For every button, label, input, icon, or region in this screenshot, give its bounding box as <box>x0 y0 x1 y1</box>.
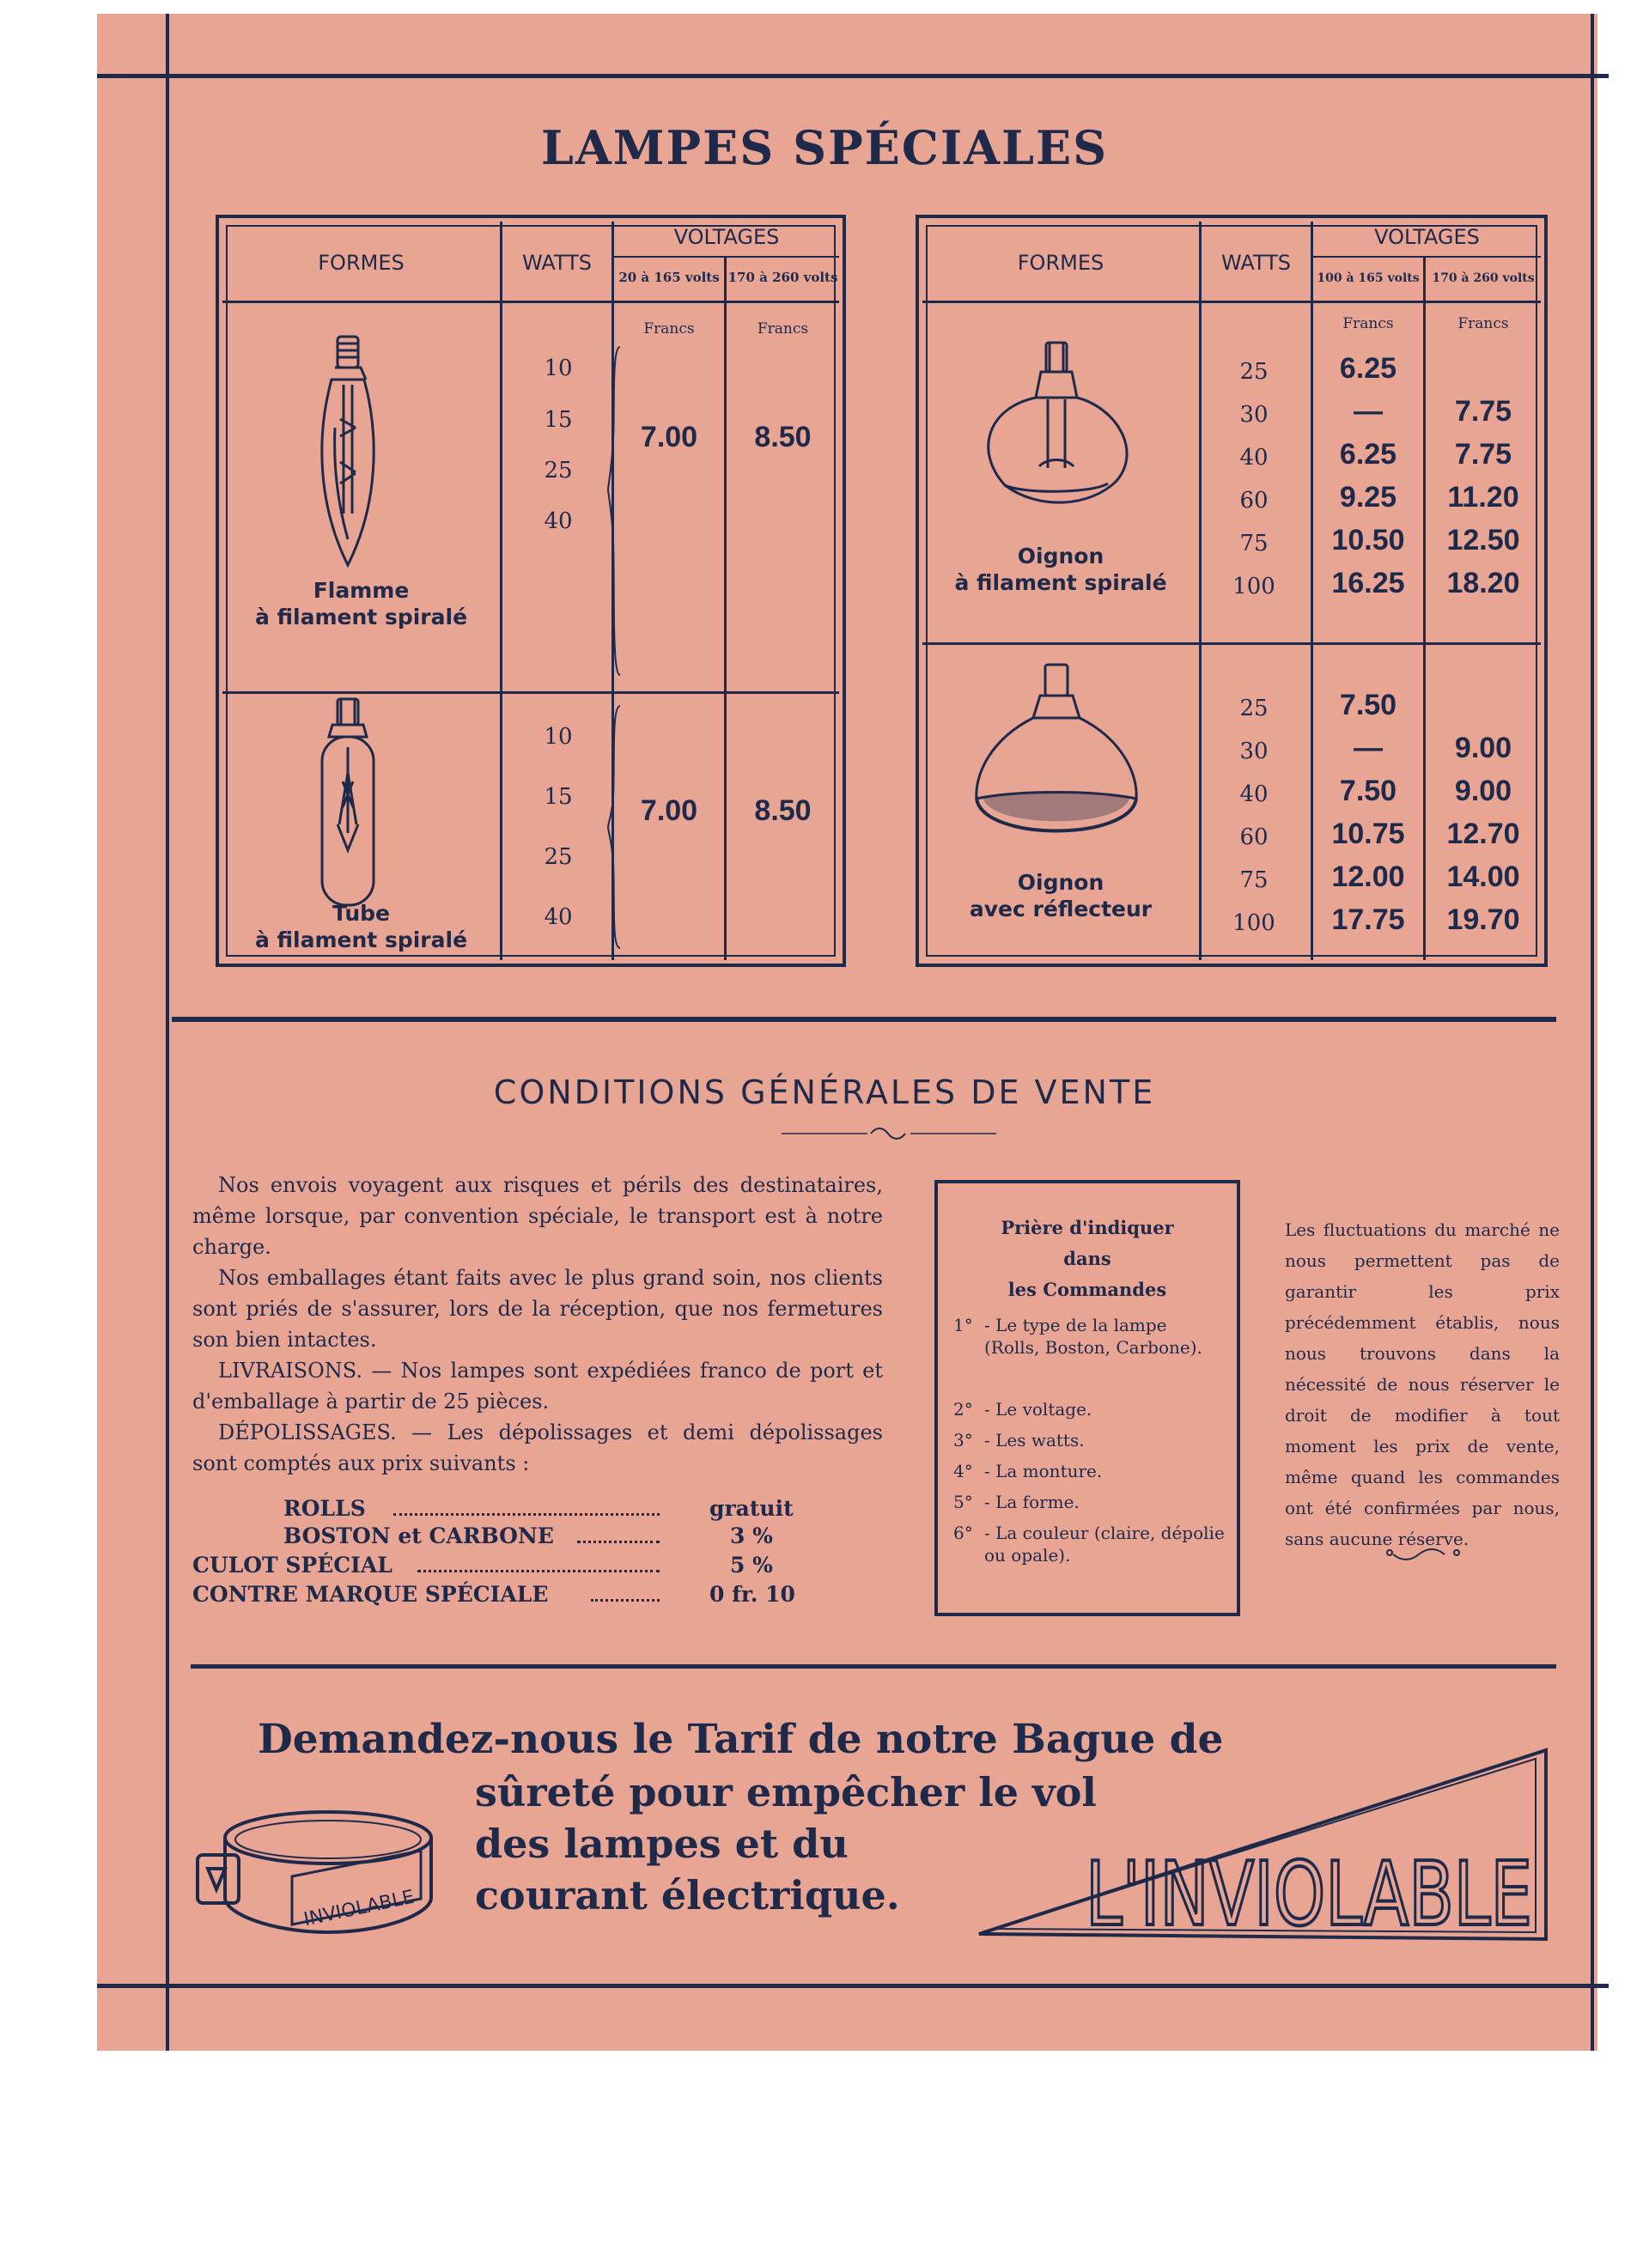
security-ring-icon <box>191 1795 440 1949</box>
price-v1: — <box>1354 732 1383 764</box>
header-francs-2: Francs <box>1457 315 1509 332</box>
frame-left <box>166 14 169 2051</box>
lamp-label-tube: Tube à filament spiralé <box>254 901 468 953</box>
brand-text: L'INVIOLABLE <box>1086 1844 1532 1947</box>
reflector-bulb-icon <box>966 661 1147 850</box>
order-item-number: 2° <box>953 1399 973 1420</box>
watt-value: 10 <box>544 724 573 750</box>
header-formes: FORMES <box>318 251 405 275</box>
torn-edge <box>1597 14 1649 2051</box>
fee-value: 0 fr. 10 <box>709 1582 795 1607</box>
conditions-paragraph: LIVRAISONS. — Nos lampes sont expédiées franco de port et d'emballage à partir de 25 pièces. <box>192 1359 883 1414</box>
price-v2: 8.50 <box>754 421 812 453</box>
frame-right <box>1591 14 1594 2051</box>
price-v1: 7.50 <box>1339 775 1397 807</box>
banner-line: sûreté pour empêcher le vol <box>475 1769 1097 1815</box>
price-v2: 9.00 <box>1454 732 1512 764</box>
watt-value: 40 <box>1239 781 1269 807</box>
price-v2: 8.50 <box>754 794 812 827</box>
order-item-number: 3° <box>953 1430 973 1450</box>
order-item-text: - La couleur (claire, dépolie ou opale). <box>984 1523 1225 1566</box>
watt-value: 60 <box>1239 488 1269 514</box>
watt-value: 40 <box>1239 445 1269 471</box>
header-voltages: VOLTAGES <box>673 225 780 249</box>
price-v1: 7.00 <box>640 794 698 827</box>
watt-value: 100 <box>1232 574 1275 599</box>
price-v2: 11.20 <box>1447 481 1519 514</box>
price-v1: 10.50 <box>1331 524 1405 556</box>
watt-value: 75 <box>1239 867 1269 893</box>
fee-label: CONTRE MARQUE SPÉCIALE <box>192 1582 549 1607</box>
order-item-number: 5° <box>953 1492 973 1512</box>
banner-line: courant électrique. <box>475 1872 900 1918</box>
fee-value: gratuit <box>709 1496 794 1521</box>
price-v1: 12.00 <box>1331 860 1405 893</box>
order-box-title: Prière d'indiquer dans les Commandes <box>1001 1217 1174 1300</box>
frame-bottom <box>97 1984 1609 1988</box>
fee-label: BOSTON et CARBONE <box>283 1523 554 1548</box>
price-v1: — <box>1354 395 1383 428</box>
banner-line: Demandez-nous le Tarif de notre Bague de <box>258 1716 1224 1763</box>
order-item-text: - Le type de la lampe (Rolls, Boston, Carbone). <box>984 1315 1202 1358</box>
watt-value: 40 <box>544 508 573 534</box>
lamp-label-oignon-reflecteur: Oignon avec réflecteur <box>969 870 1153 922</box>
order-item-number: 6° <box>953 1523 973 1543</box>
price-v2: 12.70 <box>1446 818 1520 850</box>
watt-value: 10 <box>544 356 573 381</box>
header-volt-range-1: 100 à 165 volts <box>1317 271 1420 285</box>
price-v1: 7.00 <box>640 421 698 453</box>
price-v2: 14.00 <box>1446 860 1520 893</box>
candle-bulb-icon <box>309 333 386 570</box>
header-volt-range-2: 170 à 260 volts <box>727 270 838 285</box>
ornament-icon <box>782 1127 996 1140</box>
watt-value: 15 <box>544 784 573 810</box>
header-watts: WATTS <box>1220 251 1292 275</box>
divider-1 <box>172 1017 1556 1022</box>
price-v1: 7.50 <box>1339 689 1397 721</box>
watt-value: 40 <box>544 904 573 930</box>
order-item-text: - Le voltage. <box>984 1399 1092 1420</box>
price-v2: 7.75 <box>1454 395 1512 428</box>
price-v1: 6.25 <box>1339 352 1397 385</box>
price-v1: 16.25 <box>1331 567 1405 599</box>
conditions-paragraph: Nos emballages étant faits avec le plus grand soin, nos clients sont priés de s'assurer, lors de la réception, que nos fermetures son bien intactes. <box>192 1266 883 1352</box>
header-francs-1: Francs <box>1342 315 1394 332</box>
frame-top <box>97 74 1609 78</box>
price-v2: 18.20 <box>1446 567 1520 599</box>
order-item-text: - Les watts. <box>984 1430 1085 1450</box>
watt-value: 30 <box>1239 402 1269 428</box>
ornament-icon <box>1384 1546 1462 1563</box>
price-v2: 19.70 <box>1446 903 1520 936</box>
fee-value: 3 % <box>730 1523 773 1548</box>
lamp-label-oignon-filament: Oignon à filament spiralé <box>954 544 1167 596</box>
brace-icon <box>606 344 624 678</box>
page-title: LAMPES SPÉCIALES <box>540 120 1109 175</box>
order-item-number: 1° <box>953 1315 973 1335</box>
watt-value: 100 <box>1232 910 1275 936</box>
lamp-label-flamme: Flamme à filament spiralé <box>254 578 468 630</box>
order-item-text: - La monture. <box>984 1461 1103 1481</box>
fee-label: CULOT SPÉCIAL <box>192 1553 392 1578</box>
order-item-text: - La forme. <box>984 1492 1080 1512</box>
conditions-paragraph: DÉPOLISSAGES. — Les dépolissages et demi dépolissages sont comptés aux prix suivants : <box>192 1420 883 1475</box>
inviolable-logo <box>974 1743 1558 1958</box>
fee-value: 5 % <box>730 1553 773 1578</box>
tube-bulb-icon <box>313 696 382 910</box>
watt-value: 25 <box>1239 696 1269 721</box>
fee-label: ROLLS <box>283 1496 366 1521</box>
price-v1: 17.75 <box>1331 903 1405 936</box>
price-v1: 10.75 <box>1331 818 1405 850</box>
divider-2 <box>191 1664 1556 1669</box>
header-formes: FORMES <box>1017 251 1104 275</box>
watt-value: 25 <box>1239 359 1269 385</box>
header-francs-1: Francs <box>643 320 695 337</box>
watt-value: 75 <box>1239 531 1269 556</box>
price-fluctuation-note: Les fluctuations du marché ne nous permettent pas de garantir les prix précédemment établis, nous nous trouvons dans la nécessité de nous réserver le droit de modifier à tout moment les prix de vente, même quand les commandes ont été confirmées par nous, sans aucune réserve. <box>1285 1219 1560 1549</box>
watt-value: 25 <box>544 844 573 870</box>
watt-value: 60 <box>1239 824 1269 850</box>
price-v2: 12.50 <box>1446 524 1520 556</box>
price-v2: 9.00 <box>1454 775 1512 807</box>
watt-value: 30 <box>1239 739 1269 764</box>
header-volt-range-1: 20 à 165 volts <box>618 270 720 285</box>
onion-bulb-icon <box>971 339 1142 528</box>
conditions-title: CONDITIONS GÉNÉRALES DE VENTE <box>493 1073 1156 1111</box>
header-francs-2: Francs <box>757 320 809 337</box>
banner-line: des lampes et du <box>475 1821 849 1867</box>
header-volt-range-2: 170 à 260 volts <box>1432 271 1535 285</box>
price-v1: 6.25 <box>1339 438 1397 471</box>
order-item-number: 4° <box>953 1461 973 1481</box>
header-watts: WATTS <box>521 251 593 275</box>
price-v2: 7.75 <box>1454 438 1512 471</box>
conditions-paragraph: Nos envois voyagent aux risques et périls des destinataires, même lorsque, par convention spéciale, le transport est à notre charge. <box>192 1173 883 1259</box>
price-v1: 9.25 <box>1339 481 1397 514</box>
watt-value: 15 <box>544 407 573 433</box>
ring-text: INVIOLABLE <box>301 1886 417 1931</box>
header-voltages: VOLTAGES <box>1374 225 1480 249</box>
watt-value: 25 <box>544 458 573 483</box>
